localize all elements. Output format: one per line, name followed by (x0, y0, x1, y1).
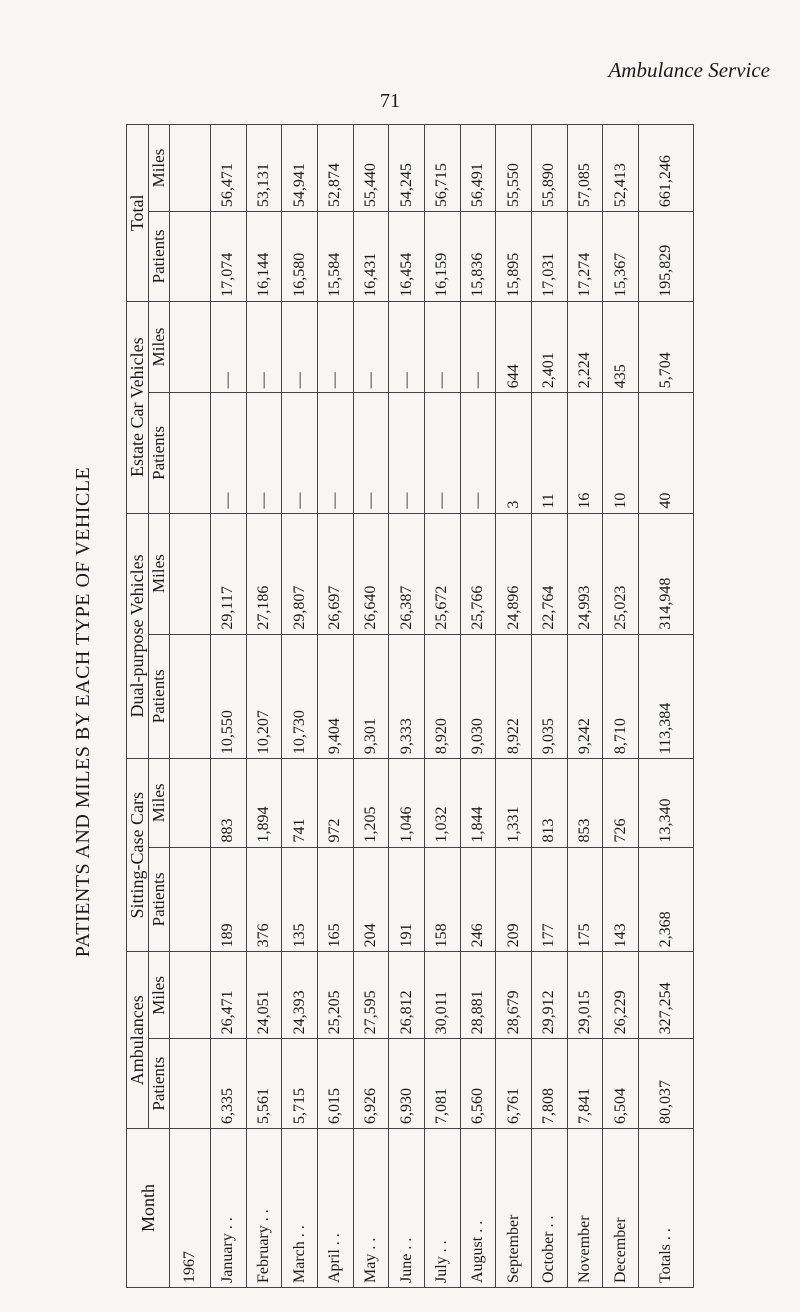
cell: 9,035 (531, 634, 567, 759)
month-label: April . . (317, 1129, 353, 1288)
cell: 1,844 (460, 759, 496, 847)
cell: 9,242 (567, 634, 603, 759)
cell: 6,015 (317, 1039, 353, 1129)
cell: 1,032 (424, 759, 460, 847)
month-header: Month (127, 1129, 170, 1288)
group-total: Total (127, 125, 149, 302)
sub-miles: Miles (149, 125, 170, 212)
cell: 6,504 (603, 1039, 639, 1129)
table-row (317, 125, 353, 1288)
cell: 55,440 (353, 125, 389, 212)
cell: — (460, 301, 496, 393)
table-row (211, 125, 247, 1288)
cell: — (424, 393, 460, 513)
cell: 7,081 (424, 1039, 460, 1129)
cell: 191 (389, 847, 425, 952)
table-row (496, 125, 532, 1288)
cell: 6,761 (496, 1039, 532, 1129)
cell: 189 (211, 847, 247, 952)
cell: 13,340 (639, 759, 694, 847)
cell: 5,715 (282, 1039, 318, 1129)
cell: 24,393 (282, 952, 318, 1039)
cell: 376 (246, 847, 282, 952)
cell: 55,550 (496, 125, 532, 212)
cell: 741 (282, 759, 318, 847)
cell: 24,993 (567, 513, 603, 634)
cell: 314,948 (639, 513, 694, 634)
cell: 327,254 (639, 952, 694, 1039)
cell: 56,471 (211, 125, 247, 212)
totals-row (639, 125, 694, 1288)
cell: 10,550 (211, 634, 247, 759)
group-estate-car: Estate Car Vehicles (127, 301, 149, 513)
cell: 9,030 (460, 634, 496, 759)
cell: 209 (496, 847, 532, 952)
cell: 726 (603, 759, 639, 847)
month-label: March . . (282, 1129, 318, 1288)
cell: 25,023 (603, 513, 639, 634)
cell: 9,404 (317, 634, 353, 759)
table-row (567, 125, 603, 1288)
running-title: Ambulance Service (608, 58, 770, 82)
cell: 17,074 (211, 212, 247, 302)
table-frame (126, 124, 694, 1288)
cell: 54,245 (389, 125, 425, 212)
cell: 53,131 (246, 125, 282, 212)
cell: 1,205 (353, 759, 389, 847)
cell: 2,401 (531, 301, 567, 393)
cell: 57,085 (567, 125, 603, 212)
table-row (282, 125, 318, 1288)
cell: 5,704 (639, 301, 694, 393)
cell: 177 (531, 847, 567, 952)
cell: 435 (603, 301, 639, 393)
cell: 11 (531, 393, 567, 513)
group-dual-purpose: Dual-purpose Vehicles (127, 513, 149, 758)
sub-miles: Miles (149, 513, 170, 634)
cell: — (246, 393, 282, 513)
cell: 29,912 (531, 952, 567, 1039)
cell: 204 (353, 847, 389, 952)
cell: 6,930 (389, 1039, 425, 1129)
cell: — (389, 301, 425, 393)
page-number: 71 (380, 90, 400, 112)
cell: 9,301 (353, 634, 389, 759)
cell: 7,808 (531, 1039, 567, 1129)
group-header-row (127, 125, 149, 1288)
cell: 3 (496, 393, 532, 513)
month-label: November (567, 1129, 603, 1288)
cell: 29,015 (567, 952, 603, 1039)
cell: 26,812 (389, 952, 425, 1039)
cell: 25,205 (317, 952, 353, 1039)
cell: 30,011 (424, 952, 460, 1039)
cell: 55,890 (531, 125, 567, 212)
cell: 26,697 (317, 513, 353, 634)
cell: 16,431 (353, 212, 389, 302)
cell: 1,331 (496, 759, 532, 847)
cell: — (353, 393, 389, 513)
cell: 16,159 (424, 212, 460, 302)
cell: 29,807 (282, 513, 318, 634)
month-label: August . . (460, 1129, 496, 1288)
cell: 644 (496, 301, 532, 393)
sub-header-row (149, 125, 170, 1288)
cell: 195,829 (639, 212, 694, 302)
cell: — (353, 301, 389, 393)
cell: 27,186 (246, 513, 282, 634)
cell: 16 (567, 393, 603, 513)
year-row (170, 125, 211, 1288)
cell: 246 (460, 847, 496, 952)
table-row (424, 125, 460, 1288)
cell: 8,922 (496, 634, 532, 759)
sub-miles: Miles (149, 759, 170, 847)
cell: 165 (317, 847, 353, 952)
table-row (460, 125, 496, 1288)
cell: 8,920 (424, 634, 460, 759)
cell: 6,560 (460, 1039, 496, 1129)
cell: 16,454 (389, 212, 425, 302)
sub-patients: Patients (149, 1039, 170, 1129)
table-title: PATIENTS AND MILES BY EACH TYPE OF VEHICLE (72, 466, 94, 958)
cell: 143 (603, 847, 639, 952)
cell: 28,679 (496, 952, 532, 1039)
cell: 7,841 (567, 1039, 603, 1129)
cell: — (424, 301, 460, 393)
sub-patients: Patients (149, 393, 170, 513)
cell: 661,246 (639, 125, 694, 212)
cell: 15,367 (603, 212, 639, 302)
cell: 6,926 (353, 1039, 389, 1129)
totals-label: Totals . . (639, 1129, 694, 1288)
month-label: January . . (211, 1129, 247, 1288)
table-body (170, 125, 694, 1288)
cell: 24,051 (246, 952, 282, 1039)
month-label: September (496, 1129, 532, 1288)
cell: 1,046 (389, 759, 425, 847)
cell: — (211, 393, 247, 513)
table-row (531, 125, 567, 1288)
cell: — (282, 393, 318, 513)
cell: 883 (211, 759, 247, 847)
cell: 26,387 (389, 513, 425, 634)
cell: — (246, 301, 282, 393)
cell: 8,710 (603, 634, 639, 759)
cell: 5,561 (246, 1039, 282, 1129)
cell: — (317, 301, 353, 393)
cell: 15,584 (317, 212, 353, 302)
cell: 853 (567, 759, 603, 847)
cell: 1,894 (246, 759, 282, 847)
cell: 56,715 (424, 125, 460, 212)
group-sitting-case-cars: Sitting-Case Cars (127, 759, 149, 952)
cell: 24,896 (496, 513, 532, 634)
cell: 6,335 (211, 1039, 247, 1129)
sub-patients: Patients (149, 847, 170, 952)
cell: 56,491 (460, 125, 496, 212)
table-row (603, 125, 639, 1288)
table-row (246, 125, 282, 1288)
table-row (353, 125, 389, 1288)
cell: — (211, 301, 247, 393)
month-label: October . . (531, 1129, 567, 1288)
cell: 22,764 (531, 513, 567, 634)
cell: 16,144 (246, 212, 282, 302)
cell: 2,368 (639, 847, 694, 952)
cell: 40 (639, 393, 694, 513)
month-label: December (603, 1129, 639, 1288)
cell: 113,384 (639, 634, 694, 759)
cell: 16,580 (282, 212, 318, 302)
cell: 52,413 (603, 125, 639, 212)
table-row (389, 125, 425, 1288)
cell: 813 (531, 759, 567, 847)
cell: 9,333 (389, 634, 425, 759)
cell: 26,229 (603, 952, 639, 1039)
sub-miles: Miles (149, 301, 170, 393)
month-label: July . . (424, 1129, 460, 1288)
month-label: May . . (353, 1129, 389, 1288)
cell: 52,874 (317, 125, 353, 212)
cell: — (282, 301, 318, 393)
cell: 54,941 (282, 125, 318, 212)
cell: — (389, 393, 425, 513)
cell: 972 (317, 759, 353, 847)
cell: 10,207 (246, 634, 282, 759)
cell: 175 (567, 847, 603, 952)
cell: 17,274 (567, 212, 603, 302)
cell: — (460, 393, 496, 513)
sub-miles: Miles (149, 952, 170, 1039)
table-rotator (126, 124, 694, 1288)
cell: 25,766 (460, 513, 496, 634)
cell: 26,640 (353, 513, 389, 634)
cell: 15,836 (460, 212, 496, 302)
year-label: 1967 (170, 1129, 211, 1288)
group-ambulances: Ambulances (127, 952, 149, 1129)
cell: 28,881 (460, 952, 496, 1039)
cell: 26,471 (211, 952, 247, 1039)
patients-miles-table (126, 124, 694, 1288)
cell: 80,037 (639, 1039, 694, 1129)
cell: 2,224 (567, 301, 603, 393)
cell: 25,672 (424, 513, 460, 634)
sub-patients: Patients (149, 212, 170, 302)
cell: 27,595 (353, 952, 389, 1039)
cell: 10,730 (282, 634, 318, 759)
cell: — (317, 393, 353, 513)
cell: 17,031 (531, 212, 567, 302)
cell: 15,895 (496, 212, 532, 302)
month-label: June . . (389, 1129, 425, 1288)
cell: 135 (282, 847, 318, 952)
cell: 158 (424, 847, 460, 952)
sub-patients: Patients (149, 634, 170, 759)
cell: 10 (603, 393, 639, 513)
month-label: February . . (246, 1129, 282, 1288)
cell: 29,117 (211, 513, 247, 634)
